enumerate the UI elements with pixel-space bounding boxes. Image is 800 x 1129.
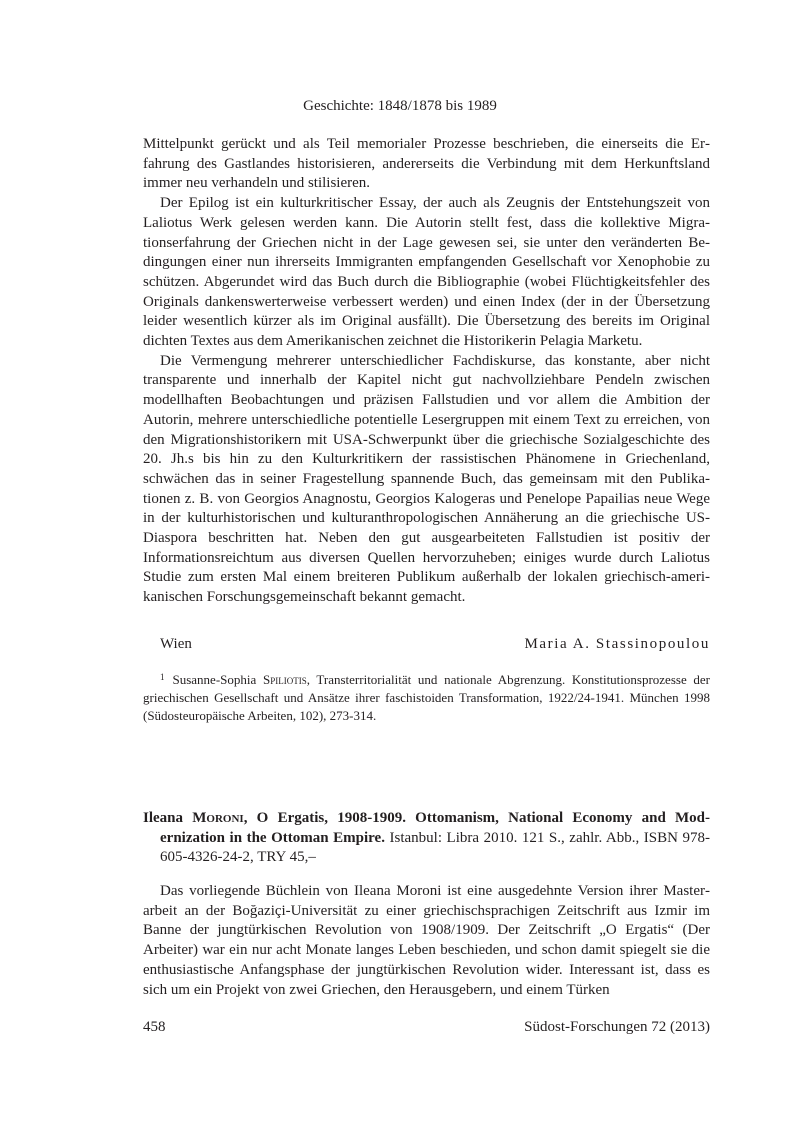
footnote-author-last: Spiliotis xyxy=(262,672,307,687)
review-citation xyxy=(143,809,710,868)
paragraph: Das vorliegende Büchlein von Ileana Moroni ist eine ausgedehnte Version ihrer Masterarbeit an der Boğaziçi-Universität zu einer griechischsprachigen Zeitschrift aus Izmir im Banne der jungtürkischen Revolution von 1908/1909. Der Zeitschrift „O Ergatis“ (Der Arbeiter) war ein nur acht Monate langes Leben beschieden, und schon damit spiegelt sie die enthusiastische Anfangsphase der jungtürkischen Revolution wider. Interessant ist, dass es sich um ein Projekt von zwei Griechen, den Herausgebern, und einem Türken xyxy=(143,883,710,998)
footnote-author-first: Susanne-Sophia xyxy=(172,672,257,687)
running-head: Geschichte: 1848/1878 bis 1989 xyxy=(303,98,497,114)
paragraph: Mittelpunkt gerückt und als Teil memorialer Prozesse beschrieben, die einerseits die Erfahrung des Gastlandes historisieren, andererseits die Verbindung mit dem Herkunftsland immer neu verhandeln und stilisieren. xyxy=(143,136,710,192)
signature-author: Maria A. Stassinopoulou xyxy=(524,636,710,652)
footnote-marker: 1 xyxy=(160,672,165,682)
review-author-first: Ileana xyxy=(143,810,184,826)
review-body xyxy=(143,882,710,1000)
journal-footer: Südost-Forschungen 72 (2013) xyxy=(524,1019,710,1035)
review-author-last: Moroni xyxy=(192,810,244,826)
footnote xyxy=(143,668,710,725)
paragraph: Die Vermengung mehrerer unterschiedlicher Fachdiskurse, das konstante, aber nicht transparente und innerhalb der Kapitel nicht gut nachvollziehbare Pendeln zwischen modellhaften Beobachtungen und präzisen Fallstudien und vor allem die Ambition der Autorin, mehrere unterschiedliche potentielle Lesergruppen mit einem Text zu erreichen, von den Migrationshistorikern mit USA-Schwerpunkt über die griechische Sozialgeschichte des 20. Jh.s bis hin zu den Kulturkritikern der rassistischen Phänomene in Griechenland, schwächen das in seiner Fragestellung spannende Buch, das gemeinsam mit den Publikationen z. B. von Georgios Anagnostu, Georgios Kalogeras und Penelope Papailias neue Wege in der kulturhistorischen und kulturanthropologischen Annäherung an die griechische US-Diaspora beschritten hat. Neben den gut ausgearbeiteten Fallstudien ist positiv der Informationsreichtum aus diversen Quellen hervorzuheben; einiges wurde durch Laliotus Studie zum ersten Mal einem breiteren Publikum außerhalb der lokalen griechisch-amerikanischen Forschungsgemeinschaft bekannt gemacht. xyxy=(143,352,710,606)
signature-place: Wien xyxy=(160,636,192,652)
review-publication-info: Istanbul: Libra 2010. 121 S., zahlr. Abb., ISBN 978-605-4326-24-2, TRY 45,– xyxy=(160,829,710,866)
review-book-title: , O Ergatis, 1908-1909. Ottomanism, National Economy and Modernization in the Ottoman Empire. xyxy=(160,810,711,846)
review-header xyxy=(143,809,710,868)
review-body-continued xyxy=(143,135,710,608)
footnote-citation: , Transterritorialität und nationale Abgrenzung. Konstitutionsprozesse der griechischen Gesellschaft und Ansätze ihrer faschistoiden Transformation, 1922/24-1941. München 1998 (Südosteuropäische Arbeiten, 102), 273-314. xyxy=(143,672,710,723)
paragraph: Der Epilog ist ein kulturkritischer Essay, der auch als Zeugnis der Entstehungszeit von Laliotus Werk gelesen werden kann. Die Autorin stellt fest, dass die kollektive Migrationserfahrung der Griechen nicht in der Lage gewesen sei, sie unter den veränderten Bedingungen einer nun ihrerseits Immigranten empfangenden Gesellschaft vor Xenophobie zu schützen. Abgerundet wird das Buch durch die Bibliographie (wobei Flüchtigkeitsfehler des Originals dankenswerterweise verbessert werden) und einen Index (der in der Übersetzung leider wesentlich kürzer als im Original ausfällt). Die Übersetzung des bereits im Original dichten Textes aus dem Amerikanischen zeichnet die Historikerin Pelagia Marketu. xyxy=(143,195,710,350)
page-number: 458 xyxy=(143,1019,166,1035)
footnote-text xyxy=(143,668,710,725)
